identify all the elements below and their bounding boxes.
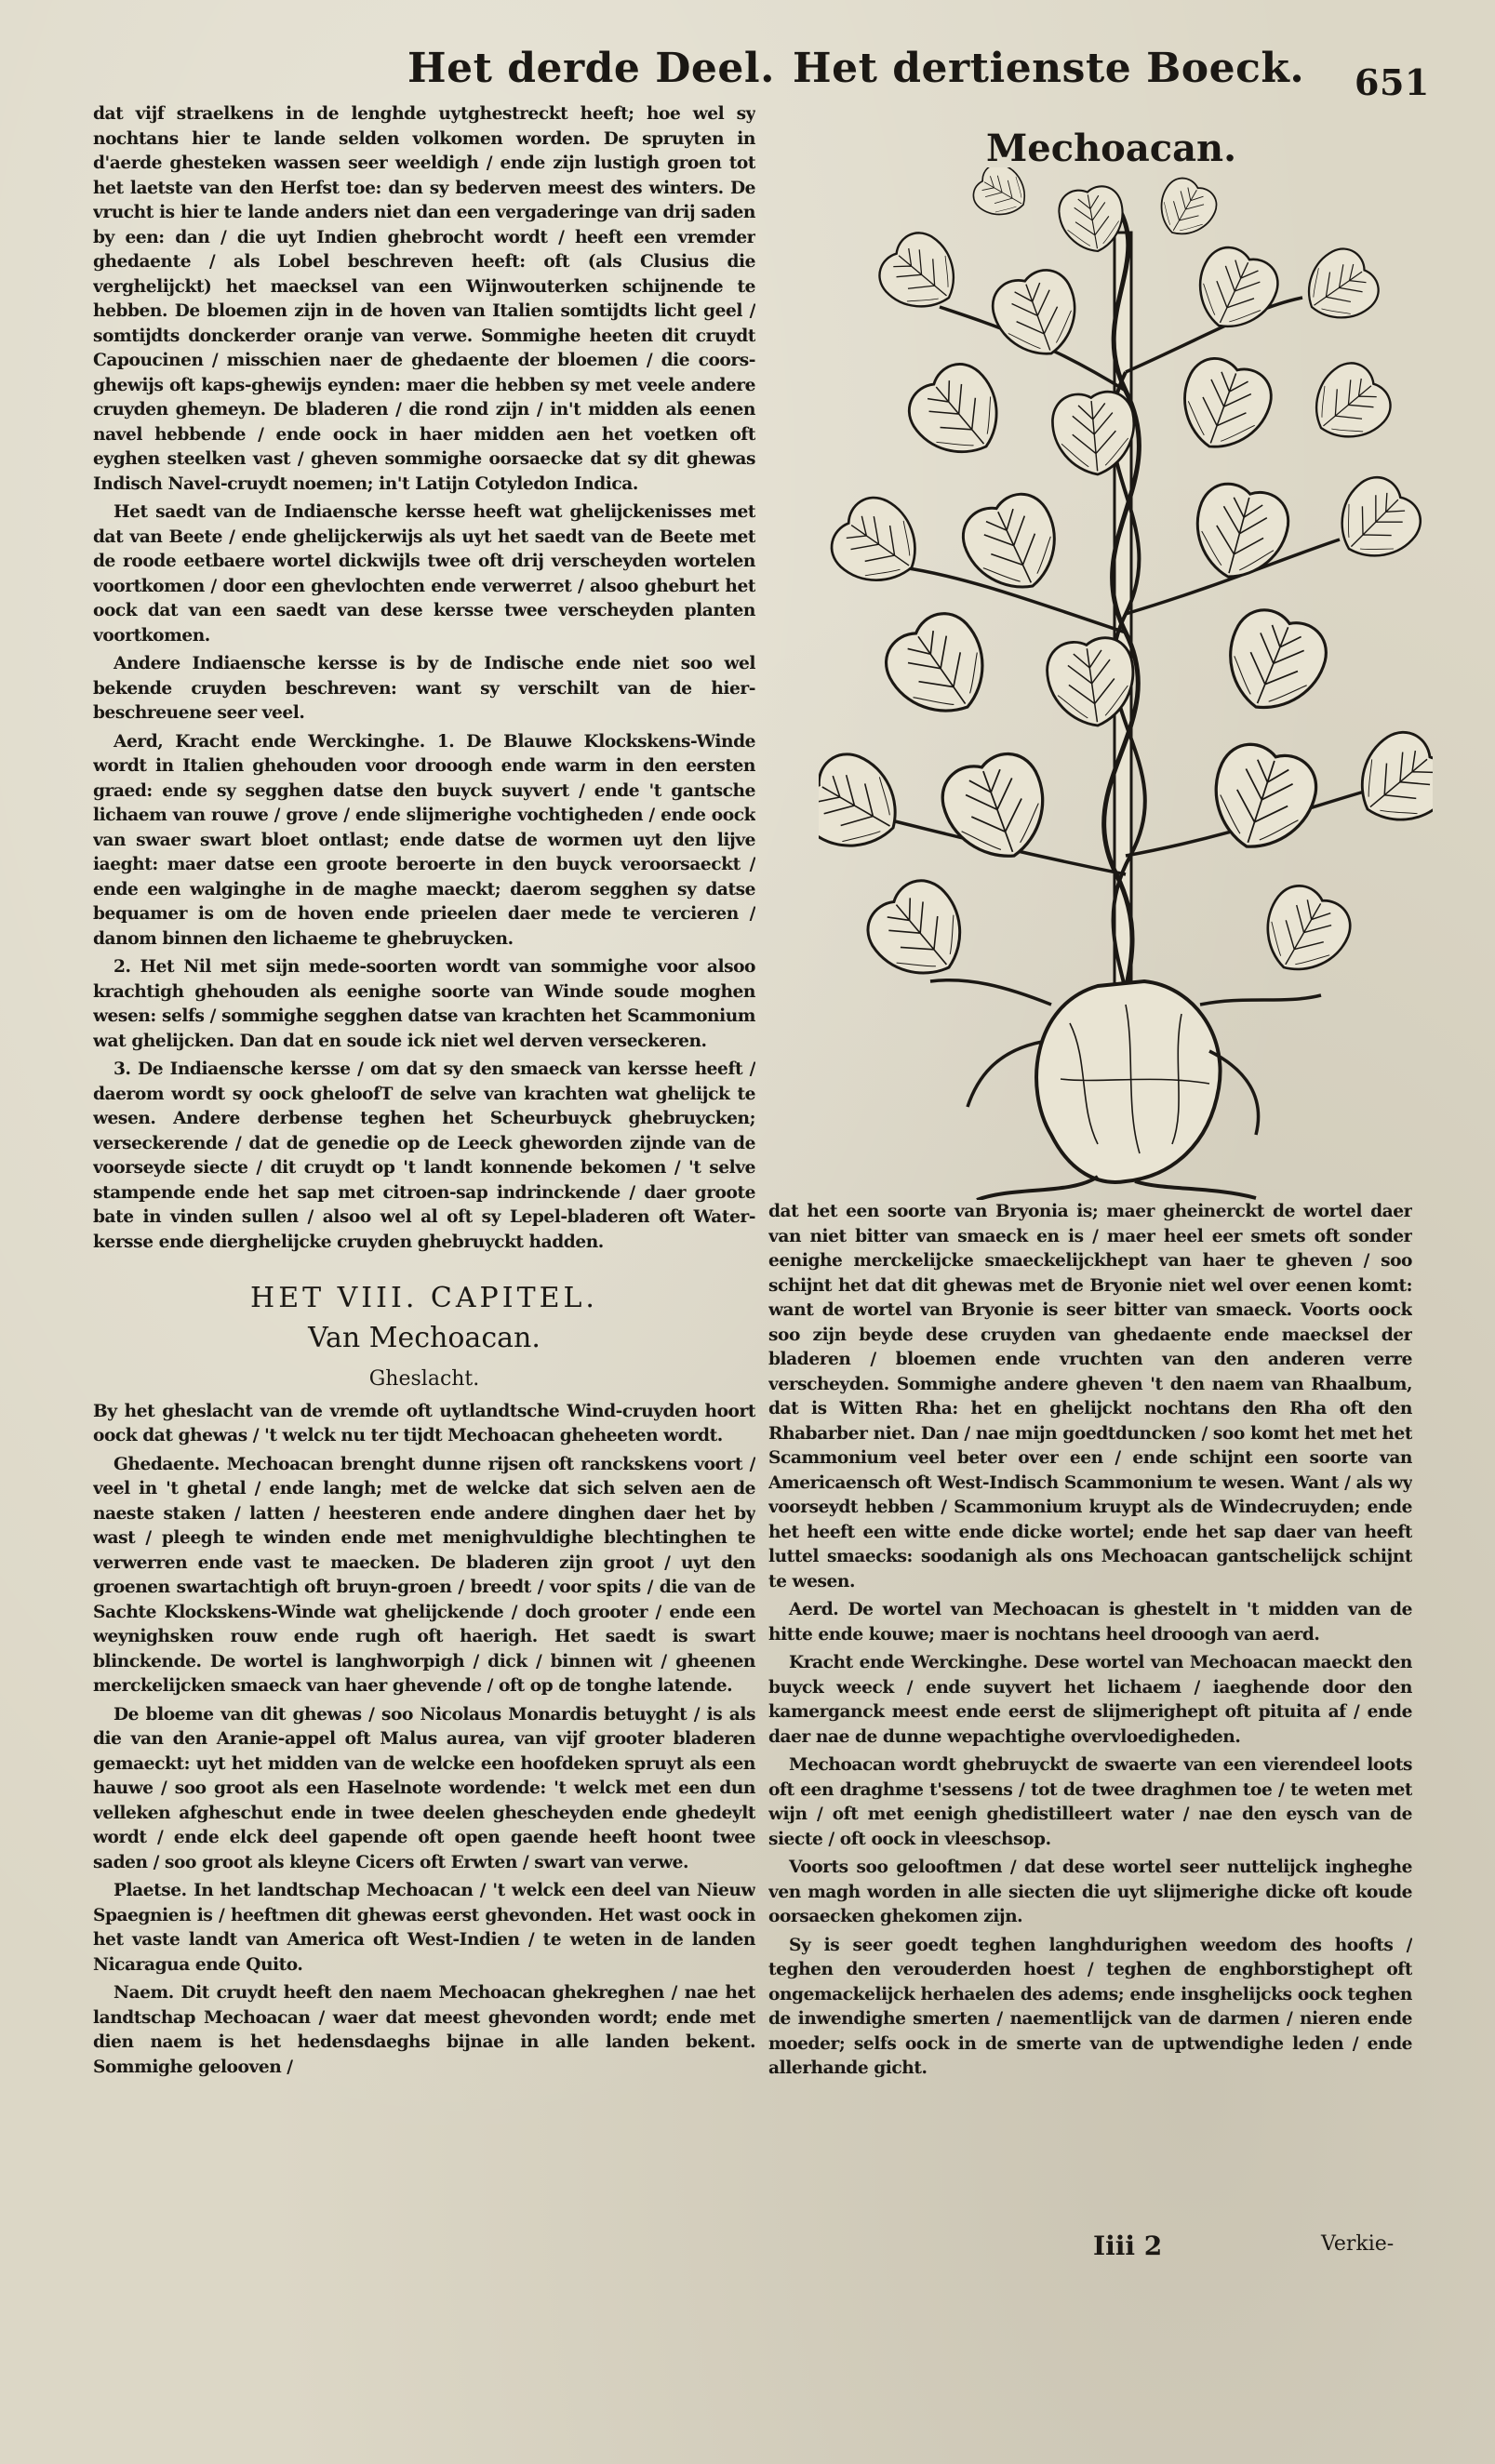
figure-title: Mechoacan.: [986, 127, 1237, 170]
running-head-left: Het derde Deel.: [407, 45, 775, 92]
running-head-right: Het dertienste Boeck.: [793, 45, 1305, 92]
mechoacan-plant-woodcut: [819, 167, 1433, 1200]
paragraph: dat vijf straelkens in de lenghde uytghestreckt heeft; hoe wel sy nochtans hier te lande selden volkomen worden. De spruyten in d'aerde ghesteken wassen seer weeldigh / ende zijn lustigh groen tot het laetste van den Herfst toe: dan sy bederven meest des winters. De vrucht is hier te lande anders niet dan een vergaderinge van drij saden by een: dan / die uyt Indien ghebrocht wordt / heeft een vremder ghedaente / als Lobel beschreven heeft: oft (als Clusius die verghelijckt) het maecksel van een Wijnwouterken schijnende te hebben. De bloemen zijn in de hoven van Italien somtijdts licht geel / somtijdts donckerder oranje van verwe. Sommighe heeten dit cruydt Capoucinen / misschien naer de ghedaente der bloemen / die coors-ghewijs oft kaps-ghewijs eynden: maer die hebben sy met veele andere cruyden ghemeyn. De bladeren / die rond zijn / in't midden als eenen navel hebbende / ende oock in haer midden aen het voetken oft eyghen steelken vast / gheven sommighe oorsaecke dat sy dit ghewas Indisch Navel-cruydt noemen; in't Latijn Cotyledon Indica.: [93, 104, 755, 494]
chapter-title: Van Mechoacan.: [308, 1321, 541, 1354]
right-text-column: [768, 1200, 1412, 2268]
paragraph: Sy is seer goedt teghen langhdurighen weedom des hoofts / teghen den verouderden hoest / teghen de enghborstighept oft ongemackelijck herhaelen des adems; ende insghelijcks oock teghen de inwendighe smerten / naementlijck van de darmen / nieren ende moeder; selfs oock in de smerte van de uptwendighe leden / ende allerhande gicht.: [768, 1935, 1412, 2078]
paragraph-dropcap: By het gheslacht van de vremde oft uytlandtsche Wind-cruyden hoort oock dat ghewas / 't welck nu ter tijdt Mechoacan gheheeten wordt.: [93, 1401, 755, 1445]
paragraph: Naem. Dit cruydt heeft den naem Mechoacan ghekreghen / nae het landtschap Mechoacan / waer dat meest ghevonden wordt; ende met dien naem is het hedensdaeghs bijnae in alle landen bekent. Sommighe gelooven /: [93, 1983, 755, 2077]
paragraph: Het saedt van de Indiaensche kersse heeft wat ghelijckenisses met dat van Beete / ende ghelijckerwijs als uyt het saedt van de Beete met de roode eetbaere wortel dickwijls twee oft drij verscheyden wortelen voortkomen / door een ghevlochten ende verwerret / alsoo gheburt het oock dat van een saedt van dese kersse twee verscheyden planten voortkomen.: [93, 502, 755, 646]
paragraph: De bloeme van dit ghewas / soo Nicolaus Monardis betuyght / is als die van den Aranie-appel oft Malus aurea, van vijf grooter bladeren gemaeckt: uyt het midden van de welcke een hoofdeken spruyt als een hauwe / soo groot als een Haselnote wordende: 't welck met een dun velleken afgheschut ende in twee deelen ghescheyden ende ghedeylt wordt / ende elck deel gapende oft open gaende heeft hoont twee saden / soo groot als kleyne Cicers oft Erwten / swart van verwe.: [93, 1704, 755, 1872]
paragraph: Ghedaente. Mechoacan brenght dunne rijsen oft ranckskens voort / veel in 't ghetal / ende langh; met de welcke dat sich selven aen de naeste staken / latten / heesteren ende andere dinghen daer het by wast / pleegh te winden ende met menighvuldighe blechtinghen te verwerren ende vast te maecken. De bladeren zijn groot / uyt den groenen swartachtigh oft bruyn-groen / breedt / voor spits / die van de Sachte Klockskens-Winde wat ghelijckende / doch grooter / ende een weynighsken rouw ende rugh oft haerigh. Het saedt is swart blinckende. De wortel is langhworpigh / dick / binnen wit / gheenen merckelijcken smaeck van haer ghevende / oft op de tonghe latende.: [93, 1454, 755, 1696]
section-label: Gheslacht.: [368, 1367, 480, 1391]
paragraph: Plaetse. In het landtschap Mechoacan / 't welck een deel van Nieuw Spaegnien is / heeftmen dit ghewas eerst ghevonden. Het wast oock in het vaste landt van America oft West-Indien / te weten in de landen Nicaragua ende Quito.: [93, 1881, 755, 1975]
paragraph: 3. De Indiaensche kersse / om dat sy den smaeck van kersse heeft / daerom wordt sy oock gheloofT de selve van krachten wat ghelijck te wesen. Andere derbense teghen het Scheurbuyck ghebruycken; verseckerende / dat de genedie op de Leeck gheworden zijnde van de voorseyde siecte / dit cruydt op 't landt konnende bekomen / 't selve stampende ende het sap met citroen-sap indrinckende / daer groote bate in vinden sullen / alsoo wel al oft sy Lepel-bladeren oft Water-kersse ende dierghelijcke cruyden ghebruyckt hadden.: [93, 1059, 755, 1252]
paragraph: Aerd. De wortel van Mechoacan is ghestelt in 't midden van de hitte ende kouwe; maer is nochtans heel drooogh van aerd.: [768, 1600, 1412, 1645]
paragraph: 2. Het Nil met sijn mede-soorten wordt van sommighe voor alsoo krachtigh ghehouden als eenighe soorte van Winde soude moghen wesen: selfs / sommighe segghen datse van krachten het Scammonium wat ghelijcken. Dan dat en soude ick niet wel derven verseckeren.: [93, 957, 755, 1051]
paragraph: Andere Indiaensche kersse is by de Indische ende niet soo wel bekende cruyden beschreven: want sy verschilt van de hier-beschreuene seer veel.: [93, 654, 755, 723]
paragraph: Mechoacan wordt ghebruyckt de swaerte van een vierendeel loots oft een draghme t'sessens / tot de twee draghmen toe / te weten met wijn / oft met eenigh ghedistilleert water / nae den eysch van de siecte / oft oock in vleeschsop.: [768, 1755, 1412, 1849]
paragraph: Aerd, Kracht ende Werckinghe. 1. De Blauwe Klockskens-Winde wordt in Italien ghehouden voor drooogh ende warm in den eersten graed: ende sy segghen datse den buyck suyvert / ende 't gantsche lichaem van rouwe / grove / ende slijmerighe vochtigheden / ende oock van swaer swart bloet ontlast; ende datse de wormen uyt den lijve iaeght: maer datse een groote beroerte in den buyck veroorsaeckt / ende een walginghe in de maghe maeckt; daerom segghen sy datse bequamer is om de hoven ende prieelen daer mede te vercieren / danom binnen den lichaeme te ghebruycken.: [93, 731, 755, 949]
paragraph: Kracht ende Werckinghe. Dese wortel van Mechoacan maeckt den buyck weeck / ende suyvert het lichaem / iaeghende door den kamerganck meest ende eerst de slijmerighept oft pituita af / ende daer nae de dunne wepachtighe overvloedigheden.: [768, 1653, 1412, 1747]
paragraph: dat het een soorte van Bryonia is; maer gheinerckt de wortel daer van niet bitter van smaeck en is / maer heel eer smets oft sonder eenighe merckelijcke smaeckelijckhept van haer te gheven / soo schijnt het dat dit ghewas met de Bryonie niet wel over eenen komt: want de wortel van Bryonie is seer bitter van smaeck. Voorts oock soo zijn beyde dese cruyden van ghedaente ende maecksel der bladeren / bloemen ende vruchten van den anderen verre verscheyden. Sommighe andere gheven 't den naem van Rhaalbum, dat is Witten Rha: het en ghelijckt nochtans den Rha oft den Rhabarber niet. Dan / nae mijn goedtduncken / soo komt het met het Scammonium veel beter over een / ende schijnt een soorte van Americaensch oft West-Indisch Scammonium te wesen. Want / als wy voorseydt hebben / Scammonium kruypt als de Windecruyden; ende het heeft een witte ende dicke wortel; ende het sap daer van heeft luttel smaecks: soodanigh als ons Mechoacan gantschelijck schijnt te wesen.: [768, 1202, 1412, 1592]
chapter-heading: HET VIII. CAPITEL.: [250, 1282, 598, 1314]
catchword: Verkie-: [1321, 2232, 1395, 2256]
left-text-column: [93, 102, 755, 2270]
paragraph: Voorts soo gelooftmen / dat dese wortel seer nuttelijck ingheghe ven magh worden in alle siecten die uyt slijmerighe dicke oft koude oorsaecken ghekomen zijn.: [768, 1858, 1412, 1926]
signature-mark: Iiii 2: [1093, 2231, 1163, 2261]
page-number: 651: [1355, 61, 1430, 103]
